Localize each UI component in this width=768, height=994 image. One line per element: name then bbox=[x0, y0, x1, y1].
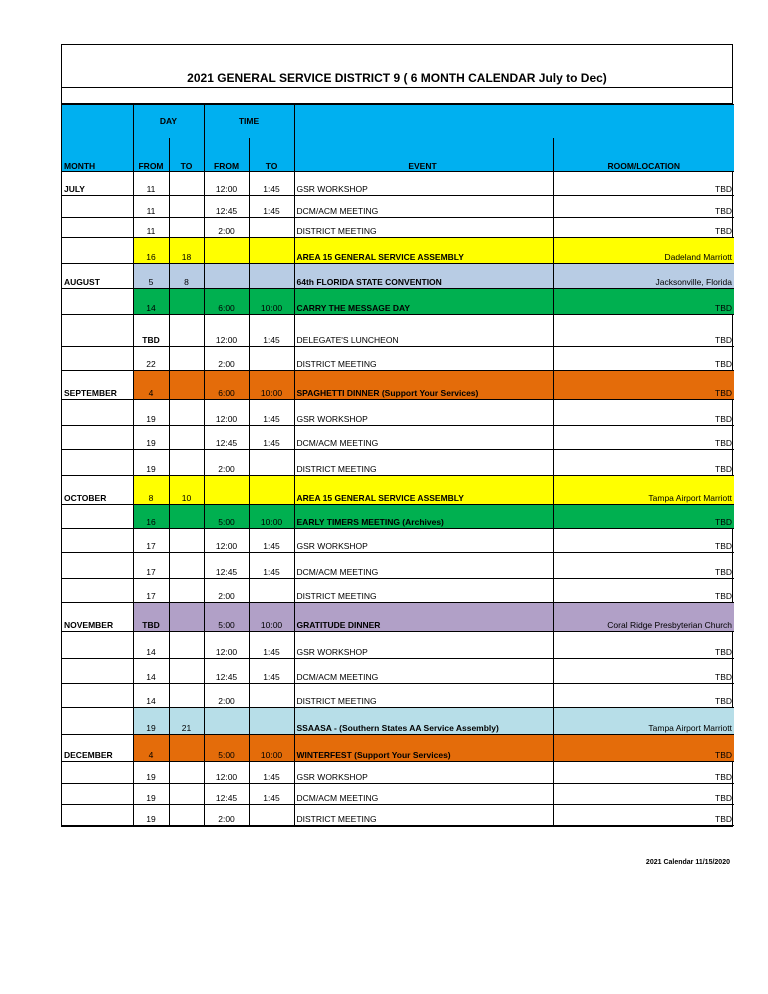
day-to-header: TO bbox=[169, 138, 204, 172]
day-from-cell: 11 bbox=[133, 172, 169, 196]
day-from-cell: 14 bbox=[133, 684, 169, 708]
location-cell: TBD bbox=[553, 659, 734, 684]
time-to-cell: 1:45 bbox=[249, 196, 294, 218]
location-cell: TBD bbox=[553, 505, 734, 529]
time-from-cell: 12:00 bbox=[204, 762, 249, 784]
month-header: MONTH bbox=[62, 138, 133, 172]
table-row bbox=[62, 684, 734, 708]
day-to-cell: 10 bbox=[169, 476, 204, 505]
month-cell bbox=[62, 659, 133, 684]
month-cell bbox=[62, 553, 133, 579]
time-to-header: TO bbox=[249, 138, 294, 172]
day-from-cell: TBD bbox=[133, 603, 169, 632]
day-from-cell: 19 bbox=[133, 708, 169, 735]
table-row bbox=[62, 735, 734, 762]
location-cell: TBD bbox=[553, 347, 734, 371]
day-to-cell: 18 bbox=[169, 238, 204, 264]
location-cell: TBD bbox=[553, 172, 734, 196]
event-cell: EARLY TIMERS MEETING (Archives) bbox=[294, 505, 553, 529]
table-row bbox=[62, 450, 734, 476]
time-to-cell: 10:00 bbox=[249, 603, 294, 632]
time-to-cell: 1:45 bbox=[249, 784, 294, 805]
day-from-header: FROM bbox=[133, 138, 169, 172]
time-from-cell: 12:45 bbox=[204, 784, 249, 805]
event-cell: DCM/ACM MEETING bbox=[294, 196, 553, 218]
event-cell: DISTRICT MEETING bbox=[294, 805, 553, 826]
table-row bbox=[62, 264, 734, 289]
event-cell: GSR WORKSHOP bbox=[294, 400, 553, 426]
time-to-cell bbox=[249, 684, 294, 708]
day-to-cell bbox=[169, 805, 204, 826]
calendar-sheet bbox=[61, 44, 733, 827]
time-to-cell: 1:45 bbox=[249, 659, 294, 684]
location-cell: TBD bbox=[553, 218, 734, 238]
time-from-cell: 2:00 bbox=[204, 805, 249, 826]
event-cell: DCM/ACM MEETING bbox=[294, 784, 553, 805]
day-to-cell: 8 bbox=[169, 264, 204, 289]
month-cell bbox=[62, 805, 133, 826]
day-from-cell: 4 bbox=[133, 735, 169, 762]
time-to-cell bbox=[249, 708, 294, 735]
day-from-cell: 8 bbox=[133, 476, 169, 505]
time-group-header: TIME bbox=[204, 105, 294, 138]
day-from-cell: 19 bbox=[133, 426, 169, 450]
location-cell: TBD bbox=[553, 553, 734, 579]
time-from-header: FROM bbox=[204, 138, 249, 172]
table-row bbox=[62, 784, 734, 805]
time-to-cell bbox=[249, 218, 294, 238]
month-cell bbox=[62, 684, 133, 708]
location-cell: TBD bbox=[553, 400, 734, 426]
day-from-cell: 11 bbox=[133, 196, 169, 218]
location-cell: TBD bbox=[553, 371, 734, 400]
day-to-cell bbox=[169, 684, 204, 708]
day-to-cell bbox=[169, 659, 204, 684]
day-from-cell: 17 bbox=[133, 529, 169, 553]
day-to-cell bbox=[169, 218, 204, 238]
day-to-cell bbox=[169, 196, 204, 218]
time-to-cell: 1:45 bbox=[249, 426, 294, 450]
time-from-cell: 12:45 bbox=[204, 196, 249, 218]
month-cell bbox=[62, 400, 133, 426]
location-cell: Coral Ridge Presbyterian Church bbox=[553, 603, 734, 632]
month-cell bbox=[62, 426, 133, 450]
time-from-cell: 6:00 bbox=[204, 371, 249, 400]
time-from-cell: 5:00 bbox=[204, 735, 249, 762]
calendar-table bbox=[62, 104, 734, 826]
event-cell: 64th FLORIDA STATE CONVENTION bbox=[294, 264, 553, 289]
time-to-cell bbox=[249, 238, 294, 264]
event-cell: DISTRICT MEETING bbox=[294, 347, 553, 371]
spacer-row bbox=[62, 88, 732, 104]
event-cell: SPAGHETTI DINNER (Support Your Services) bbox=[294, 371, 553, 400]
time-from-cell: 2:00 bbox=[204, 347, 249, 371]
time-from-cell: 12:00 bbox=[204, 632, 249, 659]
day-to-cell bbox=[169, 505, 204, 529]
day-to-cell bbox=[169, 603, 204, 632]
location-cell: TBD bbox=[553, 784, 734, 805]
day-to-cell bbox=[169, 735, 204, 762]
event-cell: DISTRICT MEETING bbox=[294, 579, 553, 603]
time-to-cell: 1:45 bbox=[249, 632, 294, 659]
location-cell: TBD bbox=[553, 196, 734, 218]
table-row bbox=[62, 315, 734, 347]
month-cell: JULY bbox=[62, 172, 133, 196]
time-from-cell: 12:00 bbox=[204, 400, 249, 426]
day-to-cell bbox=[169, 553, 204, 579]
event-cell: AREA 15 GENERAL SERVICE ASSEMBLY bbox=[294, 238, 553, 264]
time-to-cell bbox=[249, 347, 294, 371]
time-from-cell: 5:00 bbox=[204, 505, 249, 529]
location-cell: TBD bbox=[553, 315, 734, 347]
event-cell: GRATITUDE DINNER bbox=[294, 603, 553, 632]
table-row bbox=[62, 659, 734, 684]
table-row bbox=[62, 553, 734, 579]
day-from-cell: 19 bbox=[133, 762, 169, 784]
day-to-cell: 21 bbox=[169, 708, 204, 735]
month-cell bbox=[62, 218, 133, 238]
table-row bbox=[62, 426, 734, 450]
month-cell bbox=[62, 315, 133, 347]
footer-note: 2021 Calendar 11/15/2020 bbox=[645, 859, 730, 866]
table-row bbox=[62, 371, 734, 400]
location-cell: TBD bbox=[553, 805, 734, 826]
time-to-cell: 1:45 bbox=[249, 762, 294, 784]
day-to-cell bbox=[169, 400, 204, 426]
event-cell: DISTRICT MEETING bbox=[294, 450, 553, 476]
table-row bbox=[62, 529, 734, 553]
table-row bbox=[62, 505, 734, 529]
time-to-cell bbox=[249, 264, 294, 289]
day-from-cell: 17 bbox=[133, 579, 169, 603]
event-cell: GSR WORKSHOP bbox=[294, 172, 553, 196]
time-from-cell: 12:45 bbox=[204, 553, 249, 579]
time-to-cell bbox=[249, 476, 294, 505]
time-from-cell: 2:00 bbox=[204, 579, 249, 603]
event-cell: DISTRICT MEETING bbox=[294, 684, 553, 708]
day-from-cell: 16 bbox=[133, 505, 169, 529]
event-cell: DISTRICT MEETING bbox=[294, 218, 553, 238]
time-to-cell: 10:00 bbox=[249, 289, 294, 315]
time-to-cell bbox=[249, 579, 294, 603]
location-cell: TBD bbox=[553, 289, 734, 315]
month-cell: SEPTEMBER bbox=[62, 371, 133, 400]
time-to-cell bbox=[249, 805, 294, 826]
header-row-groups bbox=[62, 105, 734, 138]
time-from-cell: 2:00 bbox=[204, 450, 249, 476]
time-from-cell: 12:00 bbox=[204, 529, 249, 553]
location-cell: TBD bbox=[553, 762, 734, 784]
month-cell bbox=[62, 579, 133, 603]
time-from-cell bbox=[204, 476, 249, 505]
time-to-cell: 1:45 bbox=[249, 529, 294, 553]
time-from-cell: 12:00 bbox=[204, 172, 249, 196]
table-row bbox=[62, 289, 734, 315]
time-to-cell: 1:45 bbox=[249, 172, 294, 196]
time-from-cell: 5:00 bbox=[204, 603, 249, 632]
time-from-cell bbox=[204, 238, 249, 264]
day-from-cell: 22 bbox=[133, 347, 169, 371]
day-to-cell bbox=[169, 579, 204, 603]
table-row bbox=[62, 476, 734, 505]
calendar-title: 2021 GENERAL SERVICE DISTRICT 9 ( 6 MONTH CALENDAR July to Dec) bbox=[62, 45, 732, 88]
day-to-cell bbox=[169, 347, 204, 371]
day-from-cell: 19 bbox=[133, 805, 169, 826]
event-header: EVENT bbox=[294, 138, 553, 172]
time-to-cell: 10:00 bbox=[249, 505, 294, 529]
time-from-cell bbox=[204, 264, 249, 289]
table-row bbox=[62, 238, 734, 264]
time-from-cell: 12:45 bbox=[204, 426, 249, 450]
event-cell: DCM/ACM MEETING bbox=[294, 659, 553, 684]
day-to-cell bbox=[169, 784, 204, 805]
day-from-cell: 16 bbox=[133, 238, 169, 264]
event-cell: SSAASA - (Southern States AA Service Assembly) bbox=[294, 708, 553, 735]
time-to-cell bbox=[249, 450, 294, 476]
day-to-cell bbox=[169, 450, 204, 476]
location-cell: TBD bbox=[553, 684, 734, 708]
location-cell: TBD bbox=[553, 632, 734, 659]
location-cell: Tampa Airport Marriott bbox=[553, 476, 734, 505]
month-cell bbox=[62, 632, 133, 659]
time-from-cell: 2:00 bbox=[204, 684, 249, 708]
time-to-cell: 10:00 bbox=[249, 735, 294, 762]
month-cell: DECEMBER bbox=[62, 735, 133, 762]
month-cell: OCTOBER bbox=[62, 476, 133, 505]
table-row bbox=[62, 632, 734, 659]
month-cell: NOVEMBER bbox=[62, 603, 133, 632]
event-cell: DCM/ACM MEETING bbox=[294, 553, 553, 579]
month-cell bbox=[62, 529, 133, 553]
event-cell: GSR WORKSHOP bbox=[294, 632, 553, 659]
month-cell bbox=[62, 762, 133, 784]
month-cell bbox=[62, 505, 133, 529]
location-cell: TBD bbox=[553, 450, 734, 476]
time-from-cell: 12:45 bbox=[204, 659, 249, 684]
day-from-cell: 11 bbox=[133, 218, 169, 238]
table-row bbox=[62, 218, 734, 238]
time-from-cell bbox=[204, 708, 249, 735]
month-cell bbox=[62, 238, 133, 264]
day-to-cell bbox=[169, 289, 204, 315]
day-from-cell: 5 bbox=[133, 264, 169, 289]
day-from-cell: 19 bbox=[133, 784, 169, 805]
day-from-cell: TBD bbox=[133, 315, 169, 347]
table-row bbox=[62, 805, 734, 826]
month-cell: AUGUST bbox=[62, 264, 133, 289]
month-cell bbox=[62, 784, 133, 805]
month-cell bbox=[62, 708, 133, 735]
day-from-cell: 19 bbox=[133, 450, 169, 476]
location-cell: Jacksonville, Florida bbox=[553, 264, 734, 289]
day-from-cell: 4 bbox=[133, 371, 169, 400]
time-to-cell: 1:45 bbox=[249, 315, 294, 347]
day-to-cell bbox=[169, 762, 204, 784]
time-from-cell: 2:00 bbox=[204, 218, 249, 238]
table-row bbox=[62, 196, 734, 218]
time-from-cell: 6:00 bbox=[204, 289, 249, 315]
time-to-cell: 10:00 bbox=[249, 371, 294, 400]
time-to-cell: 1:45 bbox=[249, 553, 294, 579]
event-cell: DELEGATE'S LUNCHEON bbox=[294, 315, 553, 347]
table-row bbox=[62, 172, 734, 196]
day-from-cell: 19 bbox=[133, 400, 169, 426]
event-cell: GSR WORKSHOP bbox=[294, 762, 553, 784]
event-cell: DCM/ACM MEETING bbox=[294, 426, 553, 450]
table-row bbox=[62, 708, 734, 735]
day-to-cell bbox=[169, 371, 204, 400]
header-row-columns bbox=[62, 138, 734, 172]
day-from-cell: 14 bbox=[133, 659, 169, 684]
month-cell bbox=[62, 450, 133, 476]
day-to-cell bbox=[169, 529, 204, 553]
location-cell: Dadeland Marriott bbox=[553, 238, 734, 264]
event-cell: CARRY THE MESSAGE DAY bbox=[294, 289, 553, 315]
month-cell bbox=[62, 196, 133, 218]
location-cell: Tampa Airport Marriott bbox=[553, 708, 734, 735]
location-header: ROOM/LOCATION bbox=[553, 138, 734, 172]
location-cell: TBD bbox=[553, 735, 734, 762]
table-row bbox=[62, 762, 734, 784]
day-group-header: DAY bbox=[133, 105, 204, 138]
location-cell: TBD bbox=[553, 426, 734, 450]
table-row bbox=[62, 400, 734, 426]
month-cell bbox=[62, 347, 133, 371]
day-to-cell bbox=[169, 315, 204, 347]
day-from-cell: 17 bbox=[133, 553, 169, 579]
month-cell bbox=[62, 289, 133, 315]
time-to-cell: 1:45 bbox=[249, 400, 294, 426]
day-to-cell bbox=[169, 426, 204, 450]
table-row bbox=[62, 347, 734, 371]
day-to-cell bbox=[169, 632, 204, 659]
day-from-cell: 14 bbox=[133, 632, 169, 659]
event-cell: WINTERFEST (Support Your Services) bbox=[294, 735, 553, 762]
event-cell: GSR WORKSHOP bbox=[294, 529, 553, 553]
table-row bbox=[62, 579, 734, 603]
time-from-cell: 12:00 bbox=[204, 315, 249, 347]
day-from-cell: 14 bbox=[133, 289, 169, 315]
event-cell: AREA 15 GENERAL SERVICE ASSEMBLY bbox=[294, 476, 553, 505]
location-cell: TBD bbox=[553, 579, 734, 603]
location-cell: TBD bbox=[553, 529, 734, 553]
day-to-cell bbox=[169, 172, 204, 196]
table-row bbox=[62, 603, 734, 632]
